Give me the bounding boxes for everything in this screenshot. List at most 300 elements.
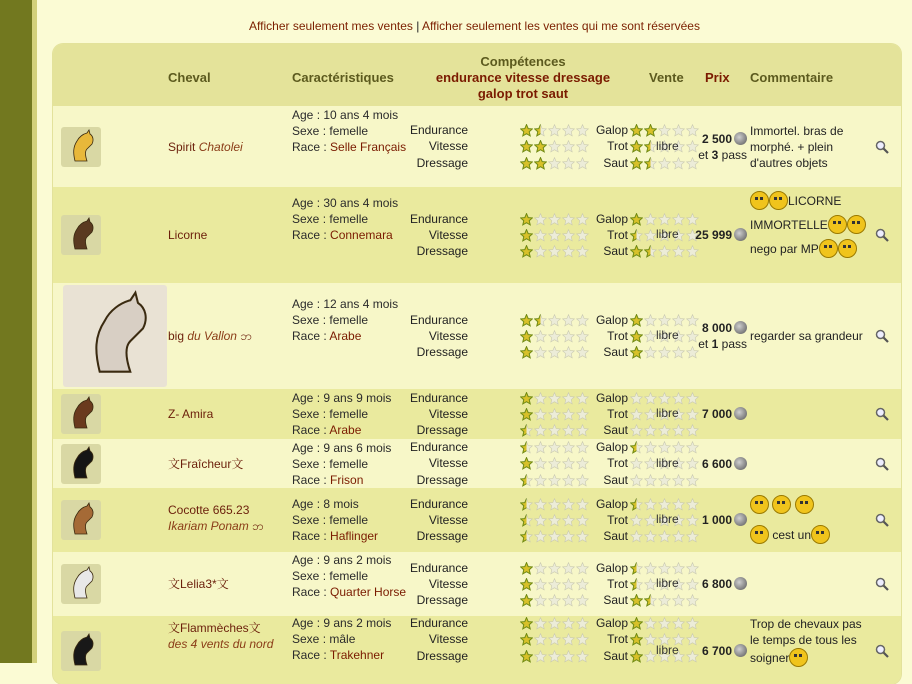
characteristic-label: Sexe bbox=[292, 456, 320, 471]
horse-characteristics bbox=[292, 195, 408, 243]
skill-label: Trot bbox=[607, 456, 628, 471]
filled-star-icon bbox=[520, 124, 533, 137]
price-and: et bbox=[698, 337, 709, 351]
skill-stars bbox=[630, 424, 700, 440]
filled-star-icon bbox=[644, 594, 657, 607]
skills-line bbox=[401, 528, 651, 544]
empty-star-icon bbox=[658, 346, 671, 359]
characteristic-colon: : bbox=[313, 297, 324, 311]
skill-label: Trot bbox=[607, 406, 628, 421]
horse-head-icon bbox=[61, 215, 101, 255]
characteristic-label: Age bbox=[292, 497, 314, 511]
comment bbox=[750, 123, 873, 171]
filled-star-icon bbox=[520, 562, 533, 575]
horse-affix[interactable]: du Vallon bbox=[187, 329, 237, 343]
price-value: 25 999 bbox=[695, 228, 732, 242]
characteristic-label: Sexe bbox=[292, 632, 320, 646]
empty-star-icon bbox=[672, 594, 685, 607]
horse-name[interactable] bbox=[168, 328, 252, 344]
price-value: 1 000 bbox=[701, 513, 732, 527]
skills-line bbox=[401, 344, 651, 360]
header-vente[interactable]: Vente bbox=[649, 70, 684, 85]
filter-links bbox=[37, 19, 912, 33]
header-competences bbox=[433, 54, 613, 102]
characteristic-colon: : bbox=[313, 553, 324, 567]
skill-label: Endurance bbox=[409, 616, 468, 630]
pass-label: pass bbox=[721, 147, 747, 162]
skill-label: Saut bbox=[603, 593, 628, 608]
skill-label: Galop bbox=[595, 390, 628, 405]
black-horse-icon[interactable] bbox=[61, 631, 101, 671]
empty-star-icon bbox=[658, 314, 671, 327]
characteristic-colon: : bbox=[320, 329, 330, 343]
skill-label: Endurance bbox=[409, 560, 468, 575]
characteristic-age bbox=[292, 440, 408, 456]
filled-star-icon bbox=[630, 245, 643, 258]
header-competences-sort1[interactable]: endurance vitesse dressage bbox=[435, 70, 611, 85]
empty-star-icon bbox=[658, 392, 671, 405]
price-value: 6 700 bbox=[701, 644, 732, 658]
characteristic-label: Sexe bbox=[292, 569, 320, 583]
filled-star-icon bbox=[630, 140, 643, 153]
characteristic-value: 9 ans 2 mois bbox=[323, 553, 392, 567]
smiley-icon bbox=[789, 648, 808, 667]
characteristic-label: Race bbox=[292, 228, 321, 242]
horse-name-label[interactable]: Licorne bbox=[168, 228, 208, 242]
header-cheval[interactable]: Cheval bbox=[168, 70, 211, 85]
filled-star-icon bbox=[630, 578, 643, 591]
characteristic-value: femelle bbox=[329, 513, 369, 527]
skill-label: Vitesse bbox=[428, 227, 468, 242]
empty-star-icon bbox=[686, 245, 699, 258]
characteristic-colon: : bbox=[313, 391, 324, 405]
filled-star-icon bbox=[520, 245, 533, 258]
characteristic-value: Arabe bbox=[329, 329, 362, 343]
comment-text: regarder sa grandeur bbox=[750, 329, 863, 343]
skills-block bbox=[401, 615, 651, 664]
skills-block bbox=[401, 496, 651, 545]
skills-line bbox=[401, 455, 651, 471]
characteristic-race bbox=[292, 647, 408, 663]
skill-stars bbox=[630, 245, 700, 261]
header-commentaire: Commentaire bbox=[750, 70, 834, 85]
empty-star-icon bbox=[686, 594, 699, 607]
empty-star-icon bbox=[630, 392, 643, 405]
filled-star-icon bbox=[534, 314, 547, 327]
characteristic-label: Age bbox=[292, 440, 314, 455]
comment bbox=[750, 328, 873, 344]
empty-star-icon bbox=[534, 346, 547, 359]
magnifier-icon[interactable] bbox=[875, 457, 889, 471]
empty-star-icon bbox=[672, 392, 685, 405]
characteristic-value: 9 ans 9 mois bbox=[323, 391, 392, 405]
horse-head-icon bbox=[61, 564, 101, 604]
empty-star-icon bbox=[630, 408, 643, 421]
characteristic-value: Connemara bbox=[330, 228, 393, 242]
characteristic-colon: : bbox=[320, 228, 331, 242]
horse-characteristics bbox=[292, 390, 408, 438]
price-value: 2 500 bbox=[701, 131, 732, 146]
chestnut-horse-icon[interactable] bbox=[61, 500, 101, 540]
characteristic-value: Quarter Horse bbox=[330, 585, 407, 599]
affix-symbol-icon: ဘ bbox=[236, 329, 252, 343]
empty-star-icon bbox=[644, 617, 657, 630]
filled-star-icon bbox=[630, 617, 643, 630]
comment-text-2: nego par MP bbox=[750, 242, 819, 256]
coin-icon bbox=[734, 577, 747, 590]
characteristic-value: 8 mois bbox=[323, 497, 359, 511]
skills-line bbox=[401, 390, 651, 406]
horse-affix[interactable]: Ikariam Ponam bbox=[168, 519, 249, 533]
empty-star-icon bbox=[644, 474, 657, 487]
empty-star-icon bbox=[534, 330, 547, 343]
empty-star-icon bbox=[672, 474, 685, 487]
horse-name-label[interactable]: Cocotte 665.23 bbox=[168, 503, 250, 517]
empty-star-icon bbox=[658, 441, 671, 454]
skill-label: Galop bbox=[595, 496, 628, 511]
empty-star-icon bbox=[534, 229, 547, 242]
filled-star-icon bbox=[630, 441, 643, 454]
filled-star-icon bbox=[520, 514, 533, 527]
characteristic-colon: : bbox=[313, 440, 324, 455]
horse-name[interactable] bbox=[168, 620, 273, 652]
filled-star-icon bbox=[520, 314, 533, 327]
skill-label: Endurance bbox=[409, 390, 468, 405]
smiley-icon bbox=[750, 495, 769, 514]
empty-star-icon bbox=[534, 408, 547, 421]
characteristic-sexe bbox=[292, 456, 408, 472]
skill-label: Dressage bbox=[416, 648, 468, 663]
skills-line bbox=[401, 422, 651, 438]
sale-type: libre bbox=[656, 227, 679, 241]
price bbox=[673, 131, 747, 163]
empty-star-icon bbox=[672, 245, 685, 258]
empty-star-icon bbox=[630, 424, 643, 437]
skills-line bbox=[401, 211, 651, 227]
price bbox=[673, 456, 747, 472]
horse-characteristics bbox=[292, 440, 408, 488]
skills-line bbox=[401, 512, 651, 528]
sale-type: libre bbox=[656, 138, 679, 153]
table-row bbox=[53, 488, 901, 552]
filled-star-icon bbox=[520, 229, 533, 242]
skills-line bbox=[401, 122, 651, 138]
empty-star-icon bbox=[686, 392, 699, 405]
filled-star-icon bbox=[644, 245, 657, 258]
grey-horse-icon[interactable] bbox=[61, 564, 101, 604]
empty-star-icon bbox=[534, 392, 547, 405]
characteristic-colon: : bbox=[320, 529, 331, 543]
skill-label: Saut bbox=[603, 648, 628, 663]
filled-star-icon bbox=[520, 594, 533, 607]
horse-name-label[interactable]: 文Fraîcheur文 bbox=[168, 456, 244, 471]
empty-star-icon bbox=[644, 213, 657, 226]
filled-star-icon bbox=[520, 346, 533, 359]
skill-label: Saut bbox=[603, 472, 628, 487]
empty-star-icon bbox=[658, 498, 671, 511]
skill-label: Dressage bbox=[416, 529, 468, 544]
skills-block bbox=[401, 439, 651, 488]
filter-reserved-sales-link[interactable]: Afficher seulement les ventes qui me sont réservées bbox=[422, 19, 700, 33]
empty-star-icon bbox=[686, 424, 699, 437]
price bbox=[673, 512, 747, 528]
skill-label: Galop bbox=[595, 211, 628, 226]
characteristic-colon: : bbox=[320, 472, 331, 487]
filled-star-icon bbox=[520, 650, 533, 663]
magnifier-icon[interactable] bbox=[875, 577, 889, 591]
filled-star-icon bbox=[630, 330, 643, 343]
skills-line bbox=[401, 592, 651, 608]
skills-block bbox=[401, 312, 651, 361]
characteristic-label: Sexe bbox=[292, 123, 320, 138]
filled-star-icon bbox=[534, 140, 547, 153]
header-competences-title: Compétences bbox=[480, 54, 566, 69]
header-caracteristiques[interactable]: Caractéristiques bbox=[292, 70, 394, 85]
empty-star-icon bbox=[644, 498, 657, 511]
magnifier-icon[interactable] bbox=[875, 329, 889, 343]
magnifier-icon[interactable] bbox=[875, 140, 889, 154]
smiley-icon bbox=[847, 215, 866, 234]
empty-star-icon bbox=[658, 213, 671, 226]
comment-text: Immortel. bras de morphé. + plein d'autres objets bbox=[750, 123, 844, 170]
horse-name[interactable] bbox=[168, 227, 207, 243]
pass-label: pass bbox=[721, 337, 747, 351]
characteristic-sexe bbox=[292, 512, 408, 528]
characteristic-sexe bbox=[292, 312, 408, 328]
characteristic-colon: : bbox=[319, 123, 330, 138]
table-row bbox=[53, 283, 901, 389]
skill-label: Vitesse bbox=[428, 632, 468, 647]
filled-star-icon bbox=[520, 578, 533, 591]
filled-star-icon bbox=[520, 633, 533, 646]
table-row bbox=[53, 187, 901, 283]
price-value: 8 000 bbox=[701, 321, 732, 335]
horse-name-label[interactable]: 文Flammèches文 bbox=[168, 621, 261, 635]
characteristic-label: Sexe bbox=[292, 407, 320, 421]
comment-text: cest un bbox=[772, 528, 812, 542]
characteristic-colon: : bbox=[319, 632, 330, 646]
magnifier-icon[interactable] bbox=[875, 407, 889, 421]
sale-type: libre bbox=[656, 512, 679, 526]
empty-star-icon bbox=[658, 617, 671, 630]
characteristic-value: Arabe bbox=[329, 423, 362, 437]
characteristic-colon: : bbox=[313, 107, 324, 122]
empty-star-icon bbox=[686, 617, 699, 630]
empty-star-icon bbox=[644, 562, 657, 575]
horse-name[interactable] bbox=[168, 456, 243, 472]
horse-name-label[interactable]: Z- Amira bbox=[168, 407, 214, 421]
sale-type: libre bbox=[656, 406, 679, 420]
characteristic-value: Trakehner bbox=[329, 648, 385, 662]
sales-table bbox=[53, 44, 901, 684]
empty-star-icon bbox=[644, 346, 657, 359]
empty-star-icon bbox=[672, 562, 685, 575]
skill-label: Saut bbox=[603, 345, 628, 360]
golden-horse-icon[interactable] bbox=[61, 127, 101, 167]
characteristic-label: Race bbox=[292, 529, 321, 543]
empty-star-icon bbox=[630, 457, 643, 470]
empty-star-icon bbox=[658, 245, 671, 258]
characteristic-colon: : bbox=[319, 456, 330, 471]
coin-icon bbox=[734, 644, 747, 657]
price bbox=[673, 320, 747, 352]
pass-count: 1 bbox=[711, 337, 719, 351]
sale-type: libre bbox=[656, 455, 679, 470]
skill-label: Saut bbox=[603, 155, 628, 170]
smiley-icon bbox=[819, 239, 838, 258]
horse-name[interactable] bbox=[168, 502, 264, 534]
horse-characteristics bbox=[292, 107, 408, 155]
characteristic-race bbox=[292, 328, 408, 344]
characteristic-value: femelle bbox=[329, 313, 369, 327]
horse-name[interactable] bbox=[168, 139, 243, 155]
characteristic-race bbox=[292, 472, 408, 488]
empty-star-icon bbox=[644, 392, 657, 405]
skills-line bbox=[401, 615, 651, 631]
empty-star-icon bbox=[534, 498, 547, 511]
filter-my-sales-link[interactable]: Afficher seulement mes ventes bbox=[249, 19, 413, 33]
characteristic-label: Race bbox=[292, 648, 321, 662]
skill-label: Endurance bbox=[409, 123, 468, 137]
empty-star-icon bbox=[658, 124, 671, 137]
characteristic-label: Race bbox=[292, 585, 321, 599]
header-prix[interactable]: Prix bbox=[705, 70, 730, 85]
affix-symbol-icon: ဘ bbox=[248, 519, 264, 533]
empty-star-icon bbox=[630, 474, 643, 487]
table-row bbox=[53, 616, 901, 684]
magnifier-icon[interactable] bbox=[875, 644, 889, 658]
skill-label: Trot bbox=[607, 328, 628, 343]
filled-star-icon bbox=[520, 392, 533, 405]
characteristic-value: 30 ans 4 mois bbox=[323, 196, 399, 210]
empty-star-icon bbox=[644, 314, 657, 327]
sale-type: libre bbox=[656, 328, 679, 342]
characteristic-value: femelle bbox=[329, 456, 369, 471]
characteristic-label: Age bbox=[292, 297, 314, 311]
horse-name-label[interactable]: 文Lelia3*文 bbox=[168, 577, 229, 591]
characteristic-label: Race bbox=[292, 472, 321, 487]
black-horse-icon[interactable] bbox=[61, 444, 101, 484]
filled-star-icon bbox=[534, 157, 547, 170]
bay-horse-icon[interactable] bbox=[61, 394, 101, 434]
skill-label: Trot bbox=[607, 512, 628, 527]
horse-name[interactable] bbox=[168, 576, 229, 592]
empty-star-icon bbox=[658, 562, 671, 575]
characteristic-race bbox=[292, 227, 408, 243]
filled-star-icon bbox=[630, 229, 643, 242]
filled-star-icon bbox=[520, 498, 533, 511]
empty-star-icon bbox=[534, 578, 547, 591]
skill-label: Trot bbox=[607, 576, 628, 591]
characteristic-age bbox=[292, 107, 408, 123]
comment bbox=[750, 490, 873, 550]
characteristic-colon: : bbox=[319, 407, 330, 421]
skill-label: Endurance bbox=[409, 440, 468, 454]
empty-star-icon bbox=[534, 530, 547, 543]
skill-label: Galop bbox=[595, 616, 628, 630]
skill-label: Galop bbox=[595, 440, 628, 454]
skill-label: Dressage bbox=[416, 593, 468, 608]
empty-star-icon bbox=[534, 213, 547, 226]
characteristic-colon: : bbox=[313, 616, 324, 630]
characteristic-value: femelle bbox=[329, 212, 369, 226]
skill-label: Saut bbox=[603, 529, 628, 544]
filled-star-icon bbox=[644, 157, 657, 170]
filled-star-icon bbox=[520, 157, 533, 170]
characteristic-label: Race bbox=[292, 139, 321, 154]
characteristic-age bbox=[292, 195, 408, 211]
empty-star-icon bbox=[672, 617, 685, 630]
characteristic-sexe bbox=[292, 211, 408, 227]
characteristic-race bbox=[292, 528, 408, 544]
characteristic-colon: : bbox=[319, 569, 330, 583]
characteristic-age bbox=[292, 615, 408, 631]
characteristic-age bbox=[292, 552, 408, 568]
filled-star-icon bbox=[630, 314, 643, 327]
unicorn-icon[interactable] bbox=[61, 215, 101, 255]
dapple-horse-icon[interactable] bbox=[63, 285, 167, 387]
horse-name-label[interactable]: big bbox=[168, 329, 185, 343]
filled-star-icon bbox=[630, 157, 643, 170]
price bbox=[673, 643, 747, 659]
skills-line bbox=[401, 439, 651, 455]
characteristic-age bbox=[292, 390, 408, 406]
pass-count: 3 bbox=[711, 147, 719, 162]
comment-text: LICORNE IMMORTELLE bbox=[750, 194, 842, 232]
skill-label: Vitesse bbox=[428, 139, 468, 154]
skill-label: Endurance bbox=[409, 211, 468, 226]
empty-star-icon bbox=[672, 441, 685, 454]
empty-star-icon bbox=[534, 650, 547, 663]
filled-star-icon bbox=[520, 441, 533, 454]
horse-name[interactable] bbox=[168, 406, 213, 422]
filled-star-icon bbox=[630, 124, 643, 137]
skill-label: Trot bbox=[607, 227, 628, 242]
table-row bbox=[53, 106, 901, 187]
horse-name-label[interactable]: Spirit bbox=[168, 139, 196, 154]
filled-star-icon bbox=[520, 213, 533, 226]
characteristic-label: Age bbox=[292, 553, 314, 567]
characteristic-sexe bbox=[292, 568, 408, 584]
characteristic-value: 9 ans 6 mois bbox=[323, 440, 392, 455]
filled-star-icon bbox=[630, 594, 643, 607]
characteristic-sexe bbox=[292, 406, 408, 422]
empty-star-icon bbox=[630, 514, 643, 527]
magnifier-icon[interactable] bbox=[875, 513, 889, 527]
filled-star-icon bbox=[630, 346, 643, 359]
characteristic-value: 9 ans 2 mois bbox=[323, 616, 392, 630]
empty-star-icon bbox=[630, 530, 643, 543]
left-sidebar-strip bbox=[0, 0, 32, 663]
empty-star-icon bbox=[658, 594, 671, 607]
characteristic-colon: : bbox=[319, 212, 330, 226]
characteristic-race bbox=[292, 584, 408, 600]
skills-line bbox=[401, 406, 651, 422]
price-value: 7 000 bbox=[701, 407, 732, 421]
price bbox=[673, 227, 747, 243]
filter-separator: | bbox=[416, 19, 420, 33]
horse-affix[interactable]: Chatolei bbox=[198, 139, 243, 154]
empty-star-icon bbox=[672, 530, 685, 543]
horse-affix[interactable]: des 4 vents du nord bbox=[168, 637, 274, 651]
magnifier-icon[interactable] bbox=[875, 228, 889, 242]
characteristic-colon: : bbox=[319, 513, 330, 527]
header-competences-sort2[interactable]: galop trot saut bbox=[477, 86, 569, 101]
skill-label: Galop bbox=[595, 560, 628, 575]
characteristic-sexe bbox=[292, 631, 408, 647]
skill-label: Endurance bbox=[409, 312, 468, 327]
characteristic-colon: : bbox=[313, 497, 324, 511]
